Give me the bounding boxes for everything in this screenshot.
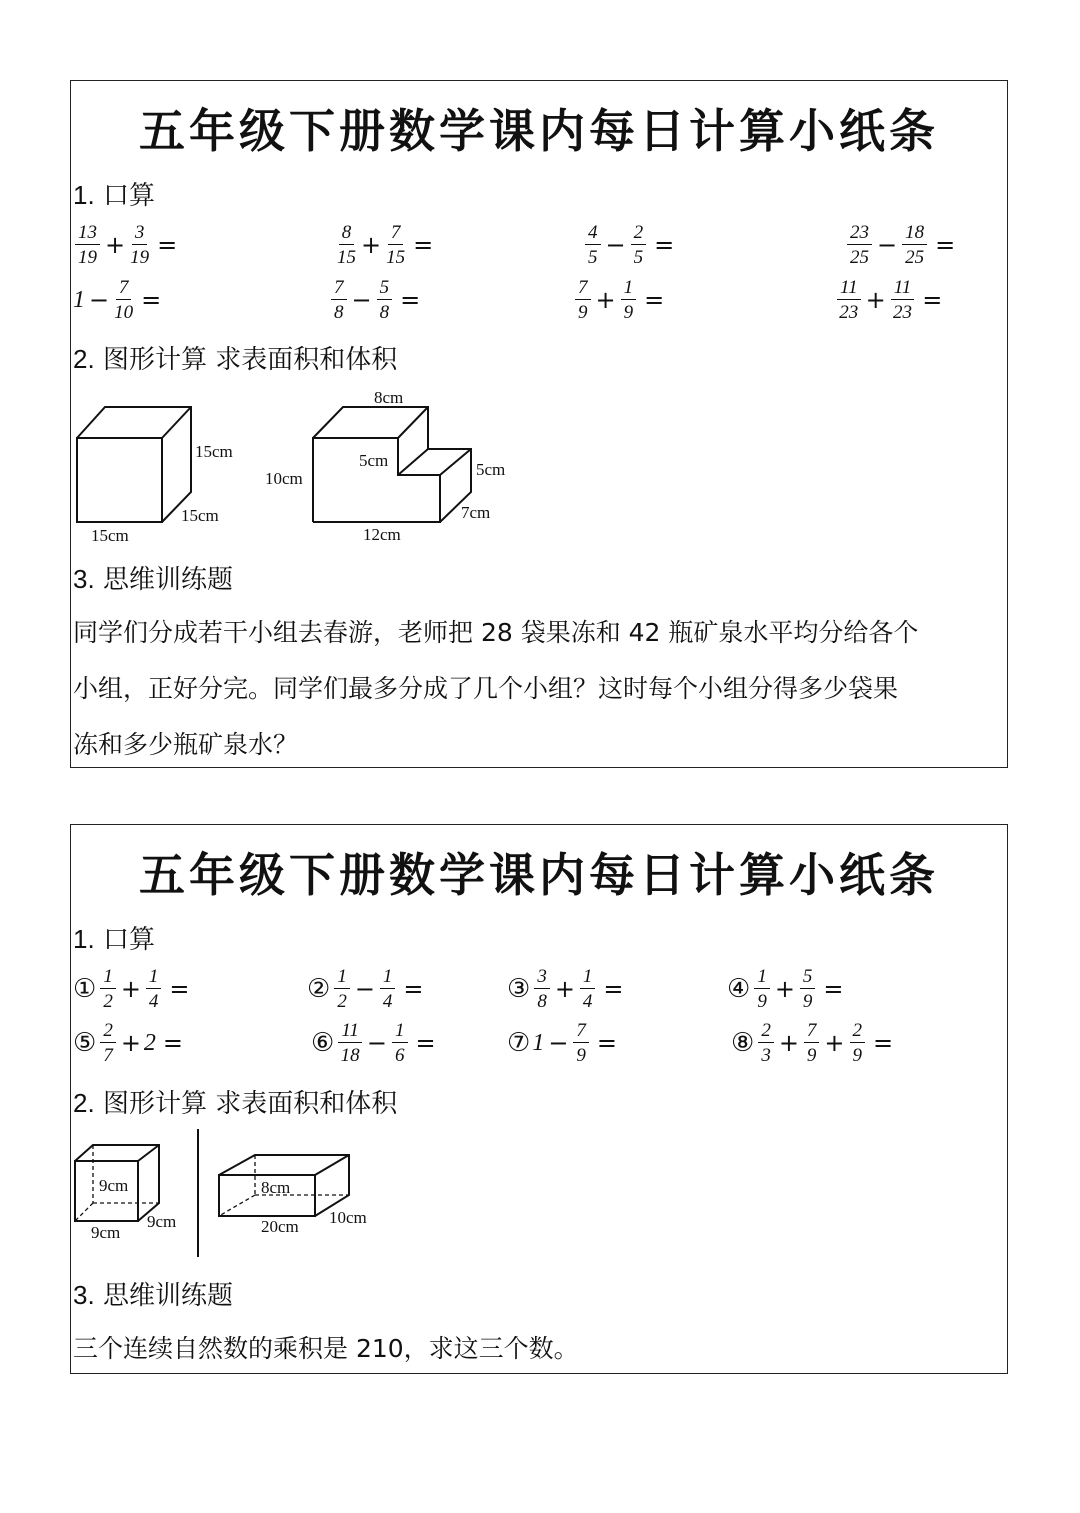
fraction-denominator: 9 bbox=[578, 302, 588, 323]
fraction-numerator: 8 bbox=[339, 223, 355, 245]
fraction-denominator: 3 bbox=[761, 1045, 771, 1066]
fraction-numerator: 11 bbox=[338, 1021, 362, 1043]
fraction-numerator: 3 bbox=[534, 967, 550, 989]
fraction bbox=[850, 1021, 866, 1065]
cube-width-label: 9cm bbox=[91, 1223, 121, 1242]
fraction-denominator: 15 bbox=[386, 247, 406, 268]
fraction-numerator: 3 bbox=[132, 223, 148, 245]
fraction bbox=[334, 967, 350, 1011]
fraction bbox=[100, 967, 116, 1011]
problem-number: ③ bbox=[507, 974, 531, 1004]
fraction bbox=[75, 223, 100, 267]
fraction-denominator: 23 bbox=[839, 302, 859, 323]
cube-depth-label: 15cm bbox=[181, 506, 219, 525]
fraction-denominator: 19 bbox=[78, 247, 97, 268]
fraction bbox=[585, 223, 601, 267]
operator: + bbox=[778, 1029, 799, 1057]
problem-number: ⑧ bbox=[731, 1028, 755, 1058]
operator: − bbox=[877, 231, 898, 259]
fraction-denominator: 9 bbox=[852, 1045, 863, 1066]
fraction-denominator: 25 bbox=[905, 247, 925, 268]
fraction-denominator: 10 bbox=[114, 302, 134, 323]
cube-height-label: 9cm bbox=[99, 1176, 129, 1195]
fraction-denominator: 4 bbox=[382, 991, 393, 1012]
section-label: 思维训练题 bbox=[102, 565, 233, 595]
fraction-numerator: 7 bbox=[575, 278, 591, 300]
fraction-denominator: 9 bbox=[806, 1045, 817, 1066]
card2-equation-8 bbox=[731, 1021, 893, 1065]
worksheet-card-1 bbox=[70, 80, 1008, 768]
section-label: 图形计算 求表面积和体积 bbox=[102, 345, 398, 375]
fraction-numerator: 2 bbox=[100, 1021, 116, 1043]
fraction-denominator: 4 bbox=[148, 991, 159, 1012]
step-right-height-label: 5cm bbox=[476, 460, 506, 479]
fraction bbox=[130, 223, 149, 267]
card2-equation-6 bbox=[311, 1021, 436, 1065]
card1-equation-2 bbox=[335, 223, 433, 267]
card1-equation-7 bbox=[573, 278, 664, 322]
cube-depth-label: 9cm bbox=[147, 1212, 177, 1231]
cuboid-height-label: 8cm bbox=[261, 1178, 291, 1197]
fraction bbox=[392, 1021, 408, 1065]
card1-section-oral bbox=[73, 175, 155, 212]
fraction-numerator: 11 bbox=[837, 278, 861, 300]
fraction-numerator: 1 bbox=[334, 967, 350, 989]
card2-equation-4 bbox=[727, 967, 844, 1011]
equals-sign: = bbox=[654, 231, 675, 259]
fraction bbox=[621, 278, 637, 322]
fraction bbox=[754, 967, 770, 1011]
whole-number: 1 bbox=[73, 286, 85, 313]
section-number: 3. bbox=[73, 1280, 95, 1310]
section-label: 图形计算 求表面积和体积 bbox=[102, 1089, 398, 1119]
operator: + bbox=[865, 286, 886, 314]
fraction-numerator: 1 bbox=[380, 967, 396, 989]
fraction bbox=[377, 278, 393, 322]
problem-number: ② bbox=[307, 974, 331, 1004]
fraction-denominator: 4 bbox=[582, 991, 593, 1012]
fraction-denominator: 2 bbox=[337, 991, 347, 1012]
fraction-numerator: 1 bbox=[621, 278, 637, 300]
step-bottom-label: 12cm bbox=[363, 525, 401, 544]
fraction-numerator: 5 bbox=[800, 967, 816, 989]
fraction-numerator: 13 bbox=[75, 223, 100, 245]
operator: + bbox=[105, 231, 126, 259]
card1-equation-8 bbox=[835, 278, 942, 322]
card1-equation-3 bbox=[583, 223, 674, 267]
card1-equation-1 bbox=[73, 223, 177, 267]
card1-equation-5 bbox=[73, 278, 161, 322]
fraction bbox=[580, 967, 596, 1011]
fraction-numerator: 7 bbox=[331, 278, 347, 300]
fraction-numerator: 5 bbox=[377, 278, 393, 300]
fraction bbox=[338, 1021, 362, 1065]
card1-title: 五年级下册数学课内每日计算小纸条 bbox=[139, 104, 939, 158]
card2-problem-text bbox=[73, 1321, 1005, 1377]
operator: − bbox=[354, 975, 375, 1003]
step-top-label: 8cm bbox=[374, 388, 404, 407]
equals-sign: = bbox=[603, 975, 624, 1003]
operator: + bbox=[554, 975, 575, 1003]
fraction bbox=[534, 967, 550, 1011]
card2-title: 五年级下册数学课内每日计算小纸条 bbox=[139, 848, 939, 902]
fraction-denominator: 9 bbox=[757, 991, 767, 1012]
equals-sign: = bbox=[823, 975, 844, 1003]
fraction-numerator: 7 bbox=[388, 223, 404, 245]
fraction-numerator: 1 bbox=[392, 1021, 408, 1043]
operator: + bbox=[595, 286, 616, 314]
fraction bbox=[800, 967, 816, 1011]
card2-section-thinking bbox=[73, 1275, 233, 1312]
section-label: 口算 bbox=[102, 181, 155, 211]
cuboid-depth-label: 10cm bbox=[329, 1208, 367, 1227]
cube-figure bbox=[77, 407, 191, 522]
card2-equation-1 bbox=[73, 967, 190, 1011]
fraction bbox=[331, 278, 347, 322]
operator: − bbox=[89, 286, 110, 314]
fraction-numerator: 18 bbox=[902, 223, 927, 245]
operator: − bbox=[605, 231, 626, 259]
card1-equation-6 bbox=[329, 278, 420, 322]
section-number: 3. bbox=[73, 564, 95, 594]
fraction-denominator: 5 bbox=[588, 247, 598, 268]
card2-section-shapes bbox=[73, 1083, 397, 1120]
fraction-denominator: 8 bbox=[379, 302, 390, 323]
fraction-denominator: 5 bbox=[633, 247, 644, 268]
operator: + bbox=[120, 975, 141, 1003]
operator: − bbox=[366, 1029, 388, 1057]
fraction-numerator: 2 bbox=[850, 1021, 866, 1043]
card2-equation-7 bbox=[507, 1021, 617, 1065]
fraction bbox=[891, 278, 915, 322]
equals-sign: = bbox=[935, 231, 956, 259]
fraction bbox=[114, 278, 133, 322]
fraction-denominator: 6 bbox=[395, 1045, 405, 1066]
problem-number: ① bbox=[73, 974, 97, 1004]
section-label: 思维训练题 bbox=[102, 1281, 233, 1311]
fraction-numerator: 1 bbox=[580, 967, 596, 989]
equals-sign: = bbox=[922, 286, 943, 314]
equals-sign: = bbox=[596, 1029, 618, 1057]
fraction-denominator: 8 bbox=[537, 991, 547, 1012]
cuboid-width-label: 20cm bbox=[261, 1217, 299, 1236]
problem-line-1: 同学们分成若干小组去春游，老师把 28 袋果冻和 42 瓶矿泉水平均分给各个 bbox=[73, 618, 919, 647]
section-number: 1. bbox=[73, 924, 95, 954]
fraction bbox=[100, 1021, 116, 1065]
fraction bbox=[847, 223, 872, 267]
fraction-denominator: 7 bbox=[103, 1045, 113, 1066]
fraction-numerator: 1 bbox=[146, 967, 162, 989]
fraction bbox=[146, 967, 162, 1011]
fraction-denominator: 23 bbox=[893, 302, 912, 323]
fraction-denominator: 15 bbox=[337, 247, 356, 268]
fraction bbox=[573, 1021, 589, 1065]
problem-line-2: 小组，正好分完。同学们最多分成了几个小组？这时每个小组分得多少袋果 bbox=[73, 674, 899, 703]
card2-shapes-figure bbox=[71, 1125, 391, 1263]
operator: − bbox=[548, 1029, 569, 1057]
card1-shapes-figure bbox=[71, 381, 531, 551]
card1-problem-text bbox=[73, 605, 1005, 773]
fraction-numerator: 11 bbox=[891, 278, 915, 300]
fraction-numerator: 1 bbox=[100, 967, 116, 989]
cube-width-label: 15cm bbox=[91, 526, 129, 545]
fraction bbox=[631, 223, 647, 267]
step-left-height-label: 10cm bbox=[265, 469, 303, 488]
whole-number: 2 bbox=[143, 1029, 156, 1056]
equals-sign: = bbox=[157, 231, 178, 259]
cube-height-label: 15cm bbox=[195, 442, 233, 461]
fraction-denominator: 9 bbox=[802, 991, 813, 1012]
fraction-numerator: 2 bbox=[758, 1021, 774, 1043]
problem-number: ⑦ bbox=[507, 1028, 531, 1058]
fraction bbox=[804, 1021, 820, 1065]
equals-sign: = bbox=[873, 1029, 894, 1057]
fraction-numerator: 7 bbox=[116, 278, 132, 300]
card2-section-oral bbox=[73, 919, 155, 956]
operator: + bbox=[824, 1029, 845, 1057]
fraction bbox=[386, 223, 405, 267]
problem-line-1: 三个连续自然数的乘积是 210，求这三个数。 bbox=[73, 1334, 579, 1363]
operator: + bbox=[120, 1029, 141, 1057]
card1-equation-4 bbox=[845, 223, 955, 267]
section-number: 2. bbox=[73, 344, 95, 374]
fraction bbox=[337, 223, 356, 267]
fraction-numerator: 4 bbox=[585, 223, 601, 245]
equals-sign: = bbox=[400, 286, 421, 314]
fraction bbox=[837, 278, 861, 322]
fraction bbox=[758, 1021, 774, 1065]
fraction-denominator: 25 bbox=[850, 247, 869, 268]
fraction-denominator: 2 bbox=[103, 991, 113, 1012]
fraction-denominator: 9 bbox=[623, 302, 634, 323]
step-inner-height-label: 5cm bbox=[359, 451, 389, 470]
step-solid-figure bbox=[313, 407, 471, 522]
section-number: 2. bbox=[73, 1088, 95, 1118]
worksheet-card-2 bbox=[70, 824, 1008, 1374]
fraction bbox=[575, 278, 591, 322]
operator: + bbox=[774, 975, 795, 1003]
operator: + bbox=[361, 231, 382, 259]
whole-number: 1 bbox=[532, 1029, 545, 1056]
problem-number: ⑤ bbox=[73, 1028, 97, 1058]
fraction bbox=[902, 223, 927, 267]
equals-sign: = bbox=[415, 1029, 436, 1057]
card1-section-shapes bbox=[73, 339, 397, 376]
problem-number: ④ bbox=[727, 974, 751, 1004]
fraction-numerator: 2 bbox=[631, 223, 647, 245]
fraction-numerator: 7 bbox=[573, 1021, 589, 1043]
operator: − bbox=[351, 286, 372, 314]
equals-sign: = bbox=[162, 1029, 184, 1057]
card2-equation-3 bbox=[507, 967, 624, 1011]
fraction-denominator: 8 bbox=[334, 302, 344, 323]
fraction-denominator: 9 bbox=[576, 1045, 586, 1066]
equals-sign: = bbox=[413, 231, 434, 259]
fraction-numerator: 1 bbox=[754, 967, 770, 989]
fraction-numerator: 7 bbox=[804, 1021, 820, 1043]
equals-sign: = bbox=[169, 975, 190, 1003]
equals-sign: = bbox=[141, 286, 162, 314]
card2-equation-2 bbox=[307, 967, 424, 1011]
problem-line-3: 冻和多少瓶矿泉水？ bbox=[73, 730, 299, 759]
problem-number: ⑥ bbox=[311, 1028, 335, 1058]
card2-equation-5 bbox=[73, 1021, 183, 1065]
fraction-numerator: 23 bbox=[847, 223, 872, 245]
section-number: 1. bbox=[73, 180, 95, 210]
fraction-denominator: 19 bbox=[130, 247, 150, 268]
step-depth-label: 7cm bbox=[461, 503, 491, 522]
fraction-denominator: 18 bbox=[340, 1045, 360, 1066]
card1-section-thinking bbox=[73, 559, 233, 596]
equals-sign: = bbox=[403, 975, 424, 1003]
equals-sign: = bbox=[644, 286, 665, 314]
fraction bbox=[380, 967, 396, 1011]
section-label: 口算 bbox=[102, 925, 155, 955]
